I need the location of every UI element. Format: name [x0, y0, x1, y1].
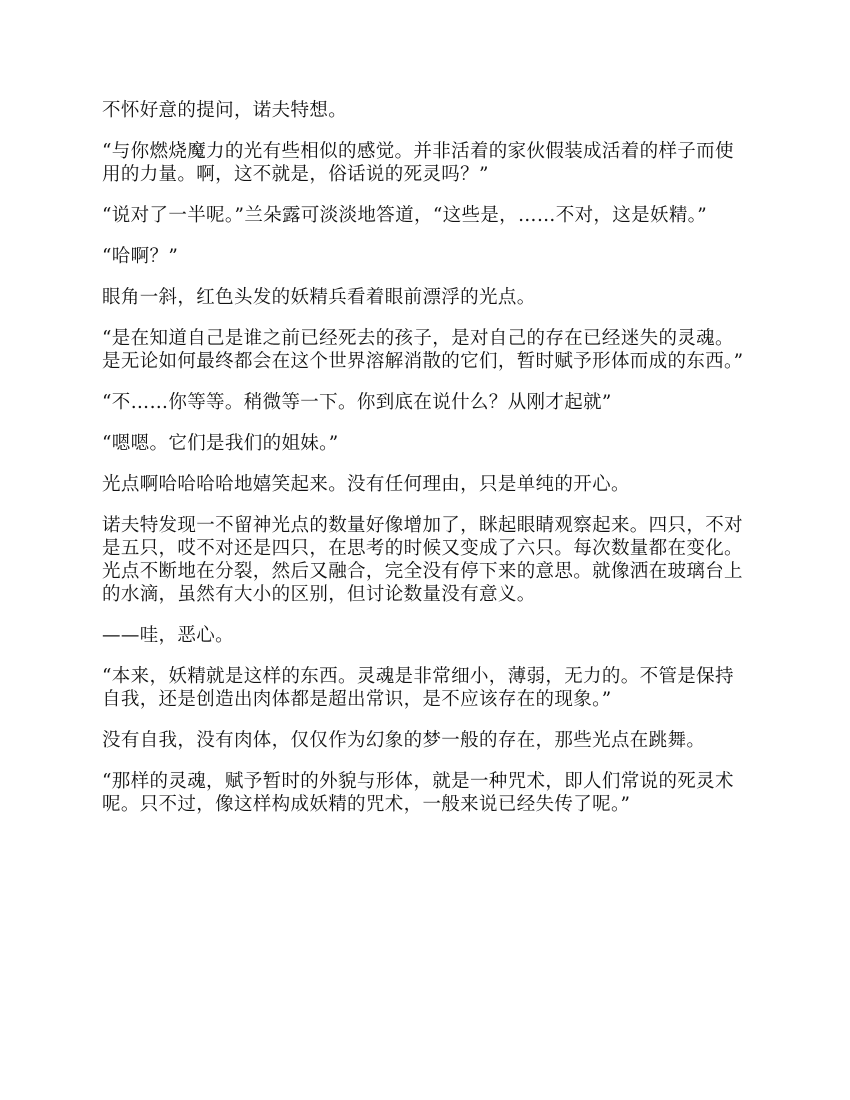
paragraph: “不……你等等。稍微等一下。你到底在说什么？从刚才起就”	[102, 392, 612, 413]
paragraph: 诺夫特发现一不留神光点的数量好像增加了，眯起眼睛观察起来。四只，不对是五只，哎不对还是四只，在思考的时候又变成了六只。每次数量都在变化。光点不断地在分裂，然后又融合，完全没有停下来的意思。就像洒在玻璃台上的水滴，虽然有大小的区别，但讨论数量没有意义。	[102, 515, 743, 605]
paragraph: “那样的灵魂，赋予暂时的外貌与形体，就是一种咒术，即人们常说的死灵术呢。只不过，像这样构成妖精的咒术，一般来说已经失传了呢。”	[102, 771, 734, 815]
paragraph: 光点啊哈哈哈哈地嬉笑起来。没有任何理由，只是单纯的开心。	[102, 474, 630, 495]
paragraph: ——哇，恶心。	[102, 625, 234, 646]
paragraph: “与你燃烧魔力的光有些相似的感觉。并非活着的家伙假装成活着的样子而使用的力量。啊，这不就是，俗话说的死灵吗？”	[102, 141, 734, 185]
paragraph: “嗯嗯。它们是我们的姐妹。”	[102, 433, 339, 454]
paragraph: “本来，妖精就是这样的东西。灵魂是非常细小，薄弱，无力的。不管是保持自我，还是创造出肉体都是超出常识，是不应该存在的现象。”	[102, 666, 734, 710]
paragraph: “哈啊？”	[102, 246, 179, 267]
paragraph: “是在知道自己是谁之前已经死去的孩子，是对自己的存在已经迷失的灵魂。是无论如何最终都会在这个世界溶解消散的它们，暂时赋予形体而成的东西。”	[102, 328, 744, 372]
paragraph: 没有自我，没有肉体，仅仅作为幻象的梦一般的存在，那些光点在跳舞。	[102, 730, 706, 751]
document-body	[102, 99, 748, 834]
paragraph: 眼角一斜，红色头发的妖精兵看着眼前漂浮的光点。	[102, 287, 536, 308]
paragraph: “说对了一半呢。”兰朵露可淡淡地答道，“这些是，……不对，这是妖精。”	[102, 205, 708, 226]
paragraph: 不怀好意的提问，诺夫特想。	[102, 100, 348, 121]
